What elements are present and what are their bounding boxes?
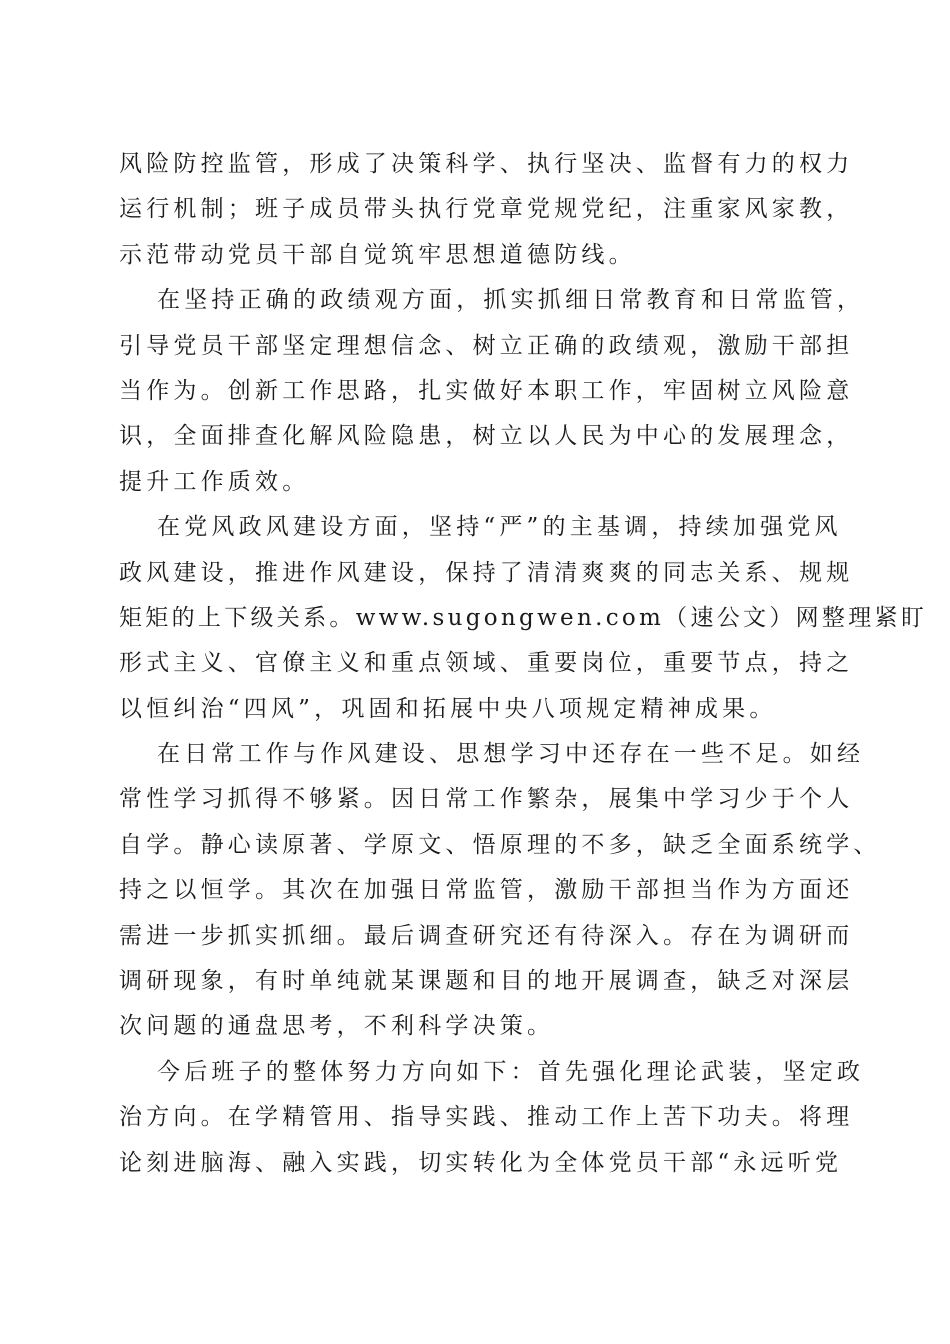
text-line: 形式主义、官僚主义和重点领域、重要岗位，重要节点，持之 — [119, 650, 854, 677]
text-line: 引导党员干部坚定理想信念、树立正确的政绩观，激励干部担 — [119, 332, 854, 359]
text-line: 调研现象，有时单纯就某课题和目的地开展调查，缺乏对深层 — [119, 968, 854, 995]
text-line: 论刻进脑海、融入实践，切实转化为全体党员干部“永远听党 — [119, 1149, 843, 1176]
text-line: 识，全面排查化解风险隐患，树立以人民为中心的发展理念， — [119, 423, 854, 450]
text-line: 示范带动党员干部自觉筑牢思想道德防线。 — [119, 241, 636, 268]
text-line: 持之以恒学。其次在加强日常监管，激励干部担当作为方面还 — [119, 877, 854, 904]
paragraph-first-line: 在日常工作与作风建设、思想学习中还存在一些不足。如经 — [157, 741, 865, 768]
text-line: 常性学习抓得不够紧。因日常工作繁杂，展集中学习少于个人 — [119, 786, 854, 813]
text-line: 需进一步抓实抓细。最后调查研究还有待深入。存在为调研而 — [119, 922, 854, 949]
body-text — [119, 142, 928, 1186]
text-line: 提升工作质效。 — [119, 468, 310, 495]
text-line: 次问题的通盘思考，不利科学决策。 — [119, 1013, 555, 1040]
paragraph-first-line: 在坚持正确的政绩观方面，抓实抓细日常教育和日常监管， — [157, 287, 865, 314]
text-line: 运行机制；班子成员带头执行党章党规党纪，注重家风家教， — [119, 196, 854, 223]
text-line: 矩矩的上下级关系。www.sugongwen.com（速公文）网整理紧盯 — [119, 604, 928, 631]
text-line: 治方向。在学精管用、指导实践、推动工作上苦下功夫。将理 — [119, 1104, 854, 1131]
text-line: 当作为。创新工作思路，扎实做好本职工作，牢固树立风险意 — [119, 377, 854, 404]
paragraph-first-line: 今后班子的整体努力方向如下：首先强化理论武装，坚定政 — [157, 1058, 865, 1085]
text-line: 政风建设，推进作风建设，保持了清清爽爽的同志关系、规规 — [119, 559, 854, 586]
text-line: 以恒纠治“四风”，巩固和拓展中央八项规定精神成果。 — [119, 695, 777, 722]
text-line: 风险防控监管，形成了决策科学、执行坚决、监督有力的权力 — [119, 151, 854, 177]
text-line: 自学。静心读原著、学原文、悟原理的不多，缺乏全面系统学、 — [119, 831, 881, 858]
paragraph-first-line: 在党风政风建设方面，坚持“严”的主基调，持续加强党风 — [157, 514, 842, 541]
